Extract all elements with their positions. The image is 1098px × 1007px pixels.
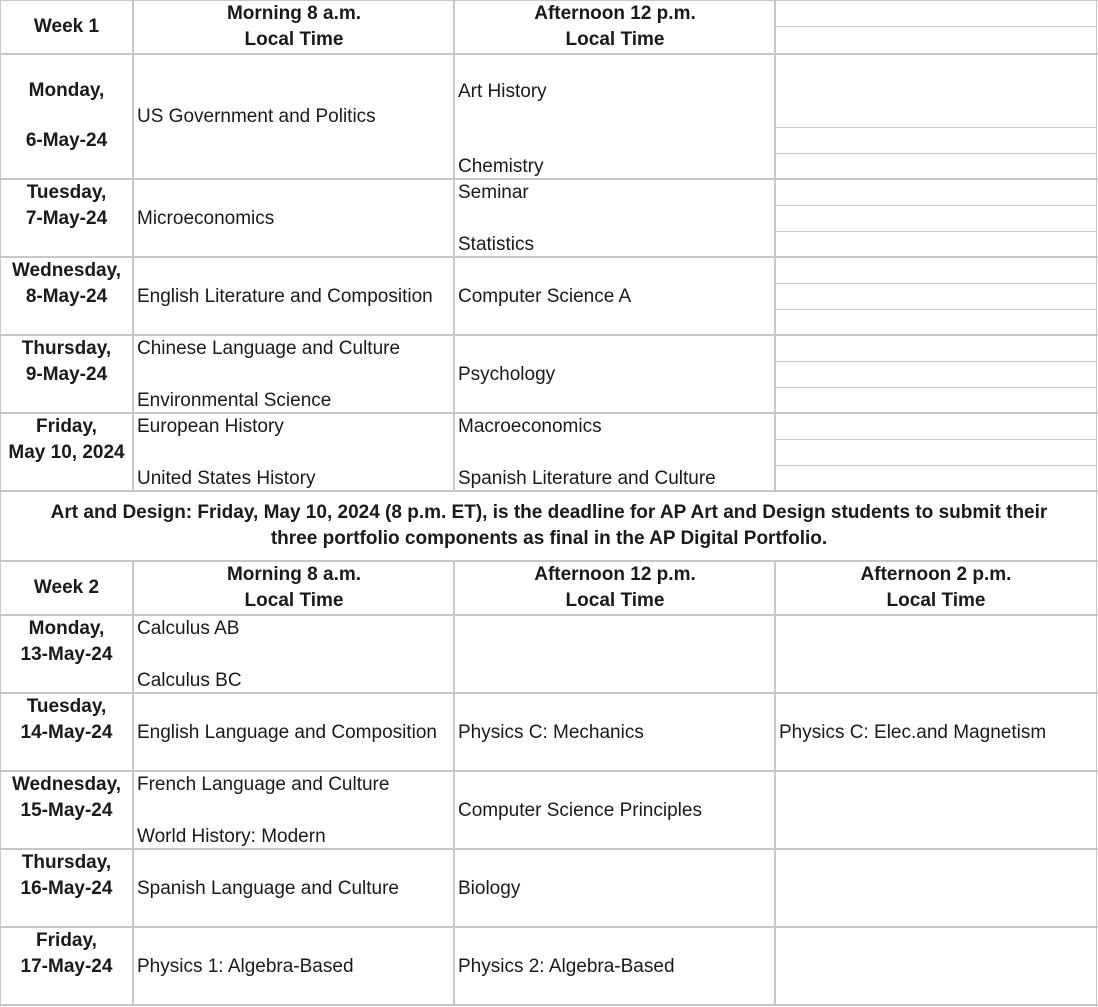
day-date: 16-May-24 [20, 878, 113, 899]
notice-line1: Art and Design: Friday, May 10, 2024 (8 p.m. ET), is the deadline for AP Art and Design students to submit their [50, 502, 1048, 523]
exam-entry: French Language and Culture [137, 774, 390, 795]
day-name: Monday, [28, 618, 105, 639]
day-label [0, 336, 133, 388]
day-date: 7-May-24 [25, 208, 108, 229]
header-line1: Morning 8 a.m. [226, 564, 362, 585]
day-date: 15-May-24 [20, 800, 113, 821]
week1-corner-label: Week 1 [33, 16, 100, 37]
exam-entry: Computer Science A [458, 286, 632, 307]
day-date: May 10, 2024 [8, 442, 125, 463]
week1-header-morning [134, 1, 454, 53]
day-label [0, 772, 133, 824]
header-line2: Local Time [565, 590, 665, 611]
day-label [0, 616, 133, 668]
exam-entry: World History: Modern [137, 826, 326, 847]
day-name: Wednesday, [11, 774, 122, 795]
day-date: 14-May-24 [20, 722, 113, 743]
exam-entry: US Government and Politics [137, 106, 376, 127]
exam-entry: European History [137, 416, 284, 437]
exam-entry: Physics 2: Algebra-Based [458, 956, 675, 977]
exam-entry: Macroeconomics [458, 416, 602, 437]
exam-entry: Spanish Language and Culture [137, 878, 399, 899]
exam-entry: Computer Science Principles [458, 800, 702, 821]
day-date: 9-May-24 [25, 364, 108, 385]
day-name: Thursday, [21, 852, 112, 873]
exam-entry: Biology [458, 878, 521, 899]
day-date: 17-May-24 [20, 956, 113, 977]
week2-header-late-afternoon [776, 562, 1096, 614]
day-date: 13-May-24 [20, 644, 113, 665]
week1-header-afternoon [455, 1, 775, 53]
exam-entry: Physics C: Mechanics [458, 722, 644, 743]
day-date: 8-May-24 [25, 286, 108, 307]
day-name: Friday, [36, 416, 97, 437]
exam-entry: Psychology [458, 364, 556, 385]
header-line2: Local Time [565, 29, 665, 50]
day-name: Wednesday, [11, 260, 122, 281]
header-line1: Afternoon 12 p.m. [534, 564, 696, 585]
exam-entry: Spanish Literature and Culture [458, 468, 716, 489]
exam-entry: Calculus BC [137, 670, 242, 691]
exam-entry: English Literature and Composition [137, 286, 433, 307]
exam-entry: Statistics [458, 234, 535, 255]
notice-line2: three portfolio components as final in the AP Digital Portfolio. [270, 528, 828, 549]
header-line1: Morning 8 a.m. [226, 3, 362, 24]
day-name: Monday, [28, 80, 105, 101]
exam-entry: Environmental Science [137, 390, 332, 411]
header-line1: Afternoon 2 p.m. [860, 564, 1012, 585]
day-label [0, 78, 133, 153]
week2-header-morning [134, 562, 454, 614]
day-label [0, 928, 133, 980]
exam-entry: United States History [137, 468, 316, 489]
exam-entry: Physics 1: Algebra-Based [137, 956, 354, 977]
day-name: Friday, [36, 930, 97, 951]
day-date: 6-May-24 [25, 130, 108, 151]
exam-entry: Physics C: Elec.and Magnetism [779, 722, 1047, 743]
exam-entry: Chinese Language and Culture [137, 338, 401, 359]
header-line2: Local Time [244, 29, 344, 50]
exam-entry: Art History [458, 81, 547, 102]
exam-entry: Chemistry [458, 156, 544, 177]
exam-entry: Calculus AB [137, 618, 240, 639]
day-name: Thursday, [21, 338, 112, 359]
week2-corner-label: Week 2 [33, 577, 100, 598]
day-label [0, 180, 133, 232]
day-label [0, 258, 133, 310]
day-name: Tuesday, [26, 696, 107, 717]
day-label [0, 694, 133, 746]
header-line1: Afternoon 12 p.m. [534, 3, 696, 24]
exam-entry: English Language and Composition [137, 722, 437, 743]
exam-entry: Microeconomics [137, 208, 275, 229]
exam-entry: Seminar [458, 182, 529, 203]
header-line2: Local Time [886, 590, 986, 611]
day-label [0, 414, 133, 466]
header-line2: Local Time [244, 590, 344, 611]
day-name: Tuesday, [26, 182, 107, 203]
week2-header-afternoon [455, 562, 775, 614]
day-label [0, 850, 133, 902]
